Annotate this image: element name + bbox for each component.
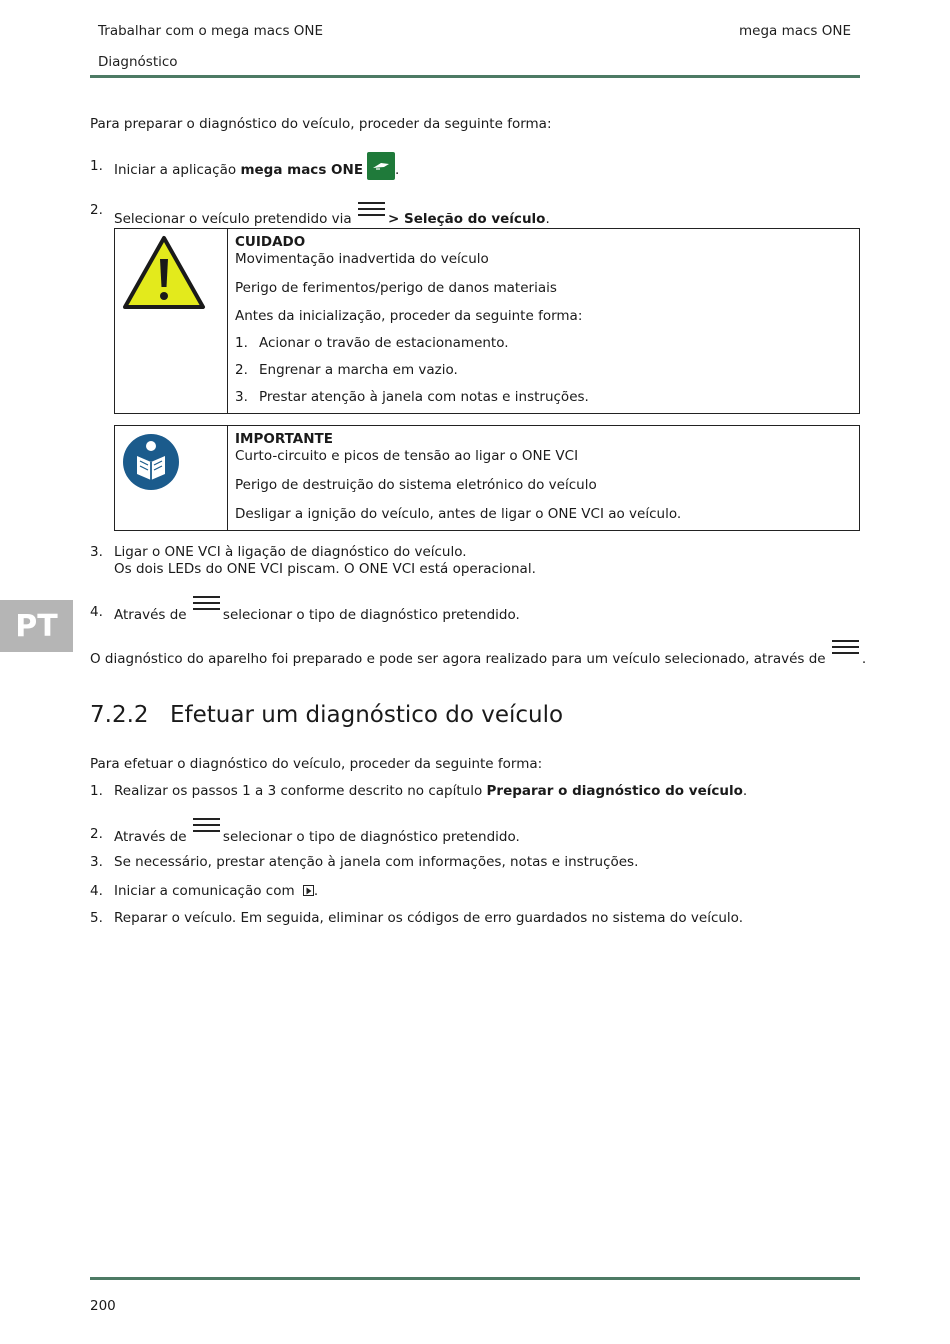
- menu-icon[interactable]: [358, 202, 385, 219]
- step-text-post: selecionar o tipo de diagnóstico pretendido.: [222, 607, 520, 623]
- step-text-pre: Através de: [114, 607, 191, 623]
- caution-item-2: [235, 362, 458, 378]
- step-text-post: selecionar o tipo de diagnóstico pretendido.: [222, 829, 520, 845]
- step-number: 3.: [90, 854, 103, 870]
- intro-text: Para preparar o diagnóstico do veículo, proceder da seguinte forma:: [90, 116, 552, 132]
- important-box: [114, 425, 860, 531]
- step-number: 2.: [90, 202, 103, 218]
- step-number: 2.: [90, 826, 103, 842]
- step-number: 1.: [90, 783, 103, 799]
- menu-path: > Seleção do veículo: [387, 211, 546, 227]
- warning-triangle-icon: [122, 235, 206, 311]
- step-text: [114, 783, 747, 799]
- read-manual-icon: [121, 432, 181, 492]
- important-action: Desligar a ignição do veículo, antes de ligar o ONE VCI ao veículo.: [235, 506, 682, 522]
- header-rule: [90, 75, 860, 78]
- step-text-post: .: [313, 883, 319, 899]
- important-subtitle: Curto-circuito e picos de tensão ao ligar o ONE VCI: [235, 448, 579, 464]
- step-number: 3.: [90, 544, 103, 560]
- language-tab: PT: [0, 600, 73, 652]
- important-title: [235, 431, 333, 447]
- caution-title-text: CUIDADO: [235, 234, 306, 250]
- step-text: Reparar o veículo. Em seguida, eliminar os códigos de erro guardados no sistema do veículo.: [114, 910, 743, 926]
- step-text: [114, 152, 399, 180]
- item-number: 3.: [235, 389, 248, 405]
- app-name: mega macs ONE: [240, 162, 364, 178]
- conclusion-text-post: .: [861, 651, 867, 667]
- item-number: 2.: [235, 362, 248, 378]
- caution-box: [114, 228, 860, 414]
- item-text: Engrenar a marcha em vazio.: [259, 362, 458, 378]
- step-text: [114, 596, 520, 623]
- caution-icon-cell: [115, 229, 228, 413]
- footer-rule: [90, 1277, 860, 1280]
- page-number: 200: [90, 1298, 116, 1314]
- caution-subtitle: Movimentação inadvertida do veículo: [235, 251, 489, 267]
- header-section: Diagnóstico: [98, 54, 178, 70]
- important-danger: Perigo de destruição do sistema eletrónico do veículo: [235, 477, 597, 493]
- menu-icon[interactable]: [193, 596, 220, 613]
- step-text: [114, 202, 550, 227]
- intro2-text: Para efetuar o diagnóstico do veículo, proceder da seguinte forma:: [90, 756, 543, 772]
- step-text-pre: Realizar os passos 1 a 3 conforme descrito no capítulo: [114, 783, 487, 799]
- section-heading: [90, 702, 563, 728]
- step-number: 4.: [90, 604, 103, 620]
- step-text-post: .: [742, 783, 748, 799]
- important-icon-cell: [115, 426, 228, 530]
- header-right-title: mega macs ONE: [738, 23, 851, 39]
- step-text-line1: Ligar o ONE VCI à ligação de diagnóstico do veículo.: [114, 544, 467, 560]
- caution-danger: Perigo de ferimentos/perigo de danos materiais: [235, 280, 557, 296]
- step-text-pre: Através de: [114, 829, 191, 845]
- header-left-title: Trabalhar com o mega macs ONE: [98, 23, 324, 39]
- step-text-post: .: [545, 211, 550, 227]
- play-icon[interactable]: [303, 885, 314, 896]
- step-text: Se necessário, prestar atenção à janela com informações, notas e instruções.: [114, 854, 639, 870]
- step-text-pre: Selecionar o veículo pretendido via: [114, 211, 356, 227]
- item-text: Acionar o travão de estacionamento.: [259, 335, 509, 351]
- step-text-post: .: [395, 162, 400, 178]
- menu-icon[interactable]: [832, 640, 859, 657]
- caution-item-3: [235, 389, 589, 405]
- caution-lead: Antes da inicialização, proceder da seguinte forma:: [235, 308, 583, 324]
- caution-title: [235, 234, 305, 250]
- step-text: [114, 818, 520, 845]
- caution-item-1: [235, 335, 509, 351]
- app-icon[interactable]: [367, 152, 395, 180]
- step-text-pre: Iniciar a aplicação: [114, 162, 241, 178]
- item-number: 1.: [235, 335, 248, 351]
- conclusion-text: [90, 640, 866, 667]
- menu-icon[interactable]: [193, 818, 220, 835]
- section-number: 7.2.2: [90, 702, 149, 728]
- chapter-reference[interactable]: Preparar o diagnóstico do veículo: [486, 783, 743, 799]
- step-text-pre: Iniciar a comunicação com: [114, 883, 299, 899]
- step-text: [114, 883, 318, 899]
- section-title: Efetuar um diagnóstico do veículo: [170, 702, 564, 728]
- step-number: 4.: [90, 883, 103, 899]
- step-number: 5.: [90, 910, 103, 926]
- step-text-line2: Os dois LEDs do ONE VCI piscam. O ONE VCI está operacional.: [114, 561, 536, 577]
- item-text: Prestar atenção à janela com notas e instruções.: [259, 389, 589, 405]
- step-number: 1.: [90, 158, 103, 174]
- conclusion-text-pre: O diagnóstico do aparelho foi preparado e pode ser agora realizado para um veículo selecionado, através de: [90, 651, 830, 667]
- important-title-text: IMPORTANTE: [235, 431, 333, 447]
